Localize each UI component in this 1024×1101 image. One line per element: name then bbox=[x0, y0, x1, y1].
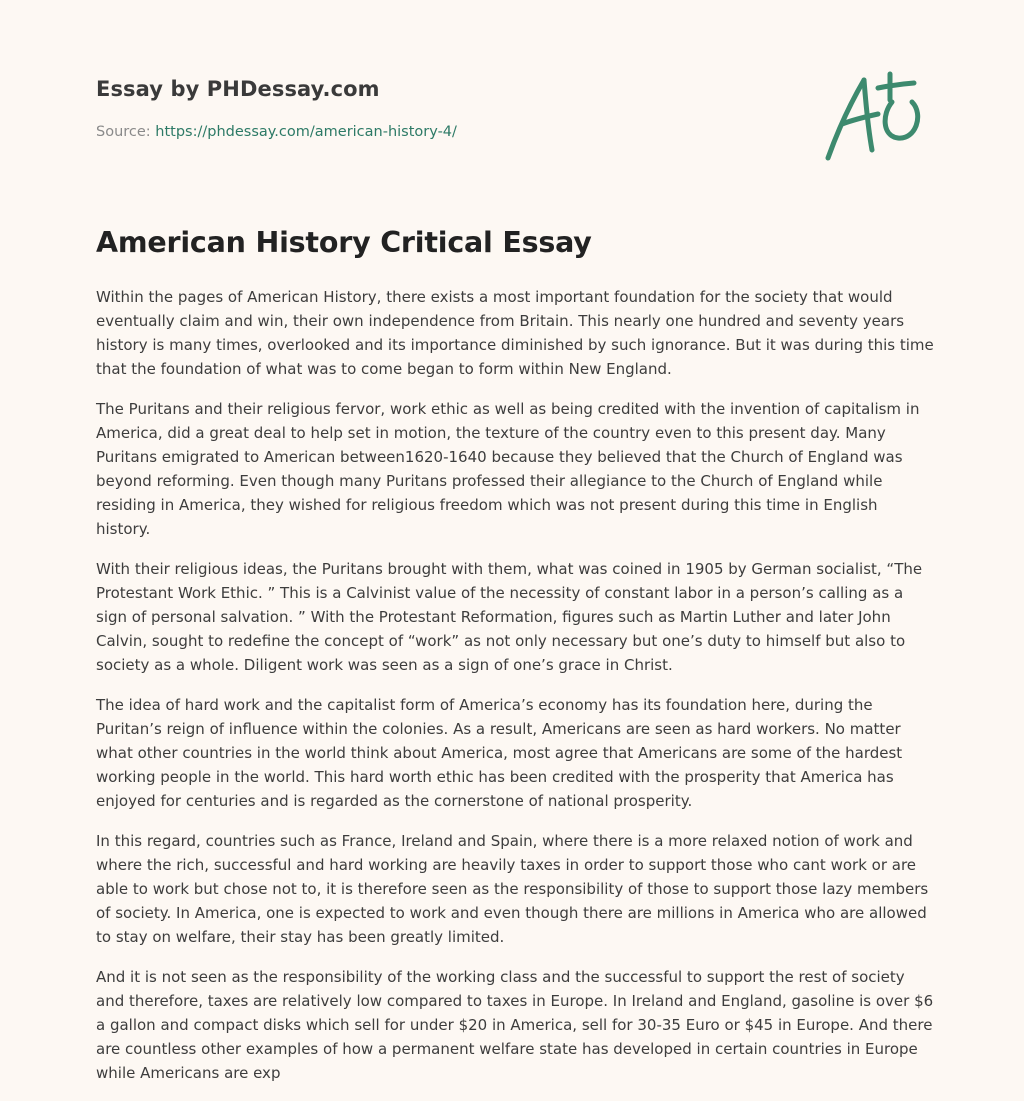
essay-paragraph: In this regard, countries such as France, Ireland and Spain, where there is a more relaxed notion of work and where the rich, successful and hard working are heavily taxes in order to support those who cant work or are able to work but chose not to, it is therefore seen as the responsibility of those to support those lazy members of society. In America, one is expected to work and even though there are millions in America who are allowed to stay on welfare, their stay has been greatly limited. bbox=[96, 832, 929, 946]
source-line bbox=[96, 124, 457, 140]
essay-paragraph: With their religious ideas, the Puritans brought with them, what was coined in 1905 by German socialist, “The Protestant Work Ethic. ” This is a Calvinist value of the necessity of constant labor in a person’s calling as a sign of personal salvation. ” With the Protestant Reformation, figures such as Martin Luther and later John Calvin, sought to redefine the concept of “work” as not only necessary but one’s duty to himself but also to society as a whole. Diligent work was seen as a sign of one’s grace in Christ. bbox=[96, 560, 923, 674]
source-link[interactable]: https://phdessay.com/american-history-4/ bbox=[155, 124, 457, 140]
essay-paragraph: The idea of hard work and the capitalist form of America’s economy has its foundation here, during the Puritan’s reign of influence within the colonies. As a result, Americans are seen as hard workers. No matter what other countries in the world think about America, most agree that Americans are some of the hardest working people in the world. This hard worth ethic has been credited with the prosperity that America has enjoyed for centuries and is regarded as the cornerstone of national prosperity. bbox=[96, 696, 903, 810]
essay-body bbox=[96, 285, 936, 1101]
essay-paragraph: Within the pages of American History, there exists a most important foundation for the society that would eventually claim and win, their own independence from Britain. This nearly one hundred and seventy years history is many times, overlooked and its importance diminished by such ignorance. But it was during this time that the foundation of what was to come began to form within New England. bbox=[96, 288, 934, 378]
source-label: Source: bbox=[96, 124, 151, 140]
a-plus-grade-icon bbox=[820, 66, 930, 166]
essay-paragraph: The Puritans and their religious fervor, work ethic as well as being credited with the invention of capitalism in America, did a great deal to help set in motion, the texture of the country even to this present day. Many Puritans emigrated to American between1620-1640 because they believed that the Church of England was beyond reforming. Even though many Puritans professed their allegiance to the Church of England while residing in America, they wished for religious freedom which was not present during this time in English history. bbox=[96, 400, 920, 538]
essay-title: American History Critical Essay bbox=[96, 226, 592, 259]
essay-paragraph: And it is not seen as the responsibility of the working class and the successful to support the rest of society and therefore, taxes are relatively low compared to taxes in Europe. In Ireland and England, gasoline is over $6 a gallon and compact disks which sell for under $20 in America, sell for 30-35 Euro or $45 in Europe. And there are countless other examples of how a permanent welfare state has developed in certain countries in Europe while Americans are exp bbox=[96, 968, 934, 1082]
site-title: Essay by PHDessay.com bbox=[96, 77, 380, 101]
